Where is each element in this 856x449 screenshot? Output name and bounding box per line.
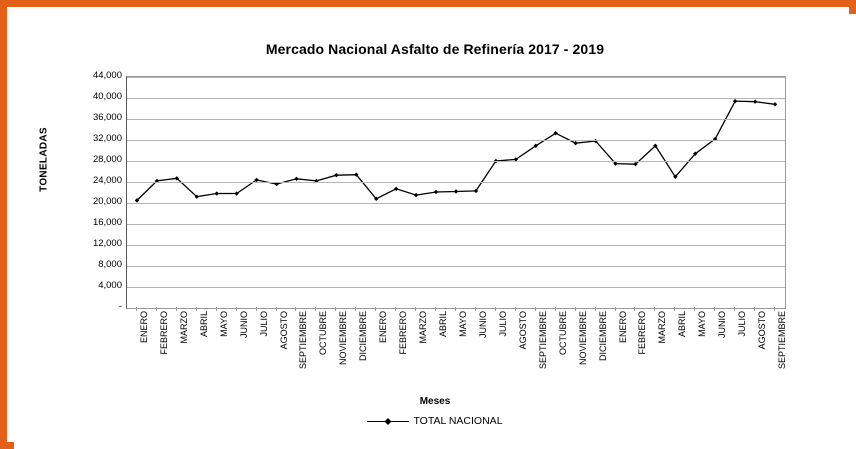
series-total-nacional <box>127 77 785 308</box>
gridline <box>127 203 785 204</box>
x-tick-label: ENERO <box>138 311 149 344</box>
y-tick-label: 20,000 <box>92 196 122 207</box>
chart-title: Mercado Nacional Asfalto de Refinería 2017 - 2019 <box>265 41 605 57</box>
x-tick-mark <box>475 307 476 311</box>
y-axis-tick-labels <box>72 70 122 312</box>
x-tick-label: JULIO <box>737 311 748 337</box>
y-tick-label: 40,000 <box>92 91 122 102</box>
x-tick-mark <box>335 307 336 311</box>
x-tick-label: ENERO <box>617 311 628 344</box>
series-line <box>137 101 775 200</box>
data-point-marker <box>294 177 298 181</box>
x-tick-label: OCTUBRE <box>557 311 568 356</box>
x-tick-label: MARZO <box>178 311 189 344</box>
x-tick-mark <box>615 307 616 311</box>
x-tick-mark <box>156 307 157 311</box>
x-tick-label: DICIEMBRE <box>597 311 608 362</box>
x-tick-label: NOVIEMBRE <box>577 311 588 366</box>
gridline <box>127 224 785 225</box>
x-tick-label: FEBRERO <box>158 311 169 355</box>
x-tick-label: ABRIL <box>198 311 209 338</box>
x-tick-mark <box>375 307 376 311</box>
gridline <box>127 266 785 267</box>
x-tick-label: DICIEMBRE <box>358 311 369 362</box>
x-tick-label: JUNIO <box>477 311 488 338</box>
x-tick-mark <box>515 307 516 311</box>
x-tick-mark <box>295 307 296 311</box>
data-point-marker <box>454 189 458 193</box>
x-tick-mark <box>595 307 596 311</box>
x-axis-tick-labels <box>126 311 786 391</box>
x-tick-mark <box>276 307 277 311</box>
x-tick-label: NOVIEMBRE <box>338 311 349 366</box>
x-tick-label: AGOSTO <box>757 311 768 350</box>
plot-area <box>126 76 786 309</box>
legend-item-total-nacional <box>367 415 502 427</box>
x-tick-mark <box>535 307 536 311</box>
x-tick-label: MAYO <box>458 311 468 337</box>
y-tick-label: 4,000 <box>98 280 122 291</box>
x-tick-mark <box>136 307 137 311</box>
x-tick-label: JUNIO <box>238 311 249 338</box>
x-tick-label: ABRIL <box>438 311 449 338</box>
y-tick-label: 16,000 <box>92 217 122 228</box>
y-tick-label: 36,000 <box>92 112 122 123</box>
x-tick-mark <box>495 307 496 311</box>
x-tick-label: FEBRERO <box>637 311 648 355</box>
y-tick-label: 32,000 <box>92 133 122 144</box>
gridline <box>127 287 785 288</box>
x-tick-mark <box>694 307 695 311</box>
x-tick-mark <box>774 307 775 311</box>
x-tick-mark <box>455 307 456 311</box>
x-tick-label: SEPTIEMBRE <box>298 311 309 370</box>
y-tick-label: 24,000 <box>92 175 122 186</box>
gridline <box>127 182 785 183</box>
x-tick-mark <box>435 307 436 311</box>
data-point-marker <box>334 173 338 177</box>
x-tick-label: AGOSTO <box>278 311 289 350</box>
x-tick-mark <box>315 307 316 311</box>
gridline <box>127 98 785 99</box>
x-tick-label: MARZO <box>657 311 668 344</box>
chart-canvas <box>14 14 856 449</box>
x-tick-mark <box>555 307 556 311</box>
y-axis-title: TONELADAS <box>38 127 50 192</box>
x-tick-mark <box>395 307 396 311</box>
x-tick-mark <box>196 307 197 311</box>
data-point-marker <box>215 191 219 195</box>
x-tick-mark <box>754 307 755 311</box>
gridline <box>127 245 785 246</box>
x-axis-title: Meses <box>419 396 451 407</box>
x-tick-label: SEPTIEMBRE <box>537 311 548 370</box>
x-tick-label: JULIO <box>497 311 508 337</box>
legend-marker-icon <box>384 418 391 425</box>
x-tick-mark <box>674 307 675 311</box>
data-point-marker <box>733 99 737 103</box>
gridline <box>127 119 785 120</box>
data-point-marker <box>414 193 418 197</box>
legend-line-icon <box>367 416 409 426</box>
x-tick-mark <box>714 307 715 311</box>
x-tick-label: ENERO <box>378 311 389 344</box>
x-tick-label: JUNIO <box>717 311 728 338</box>
x-tick-mark <box>634 307 635 311</box>
x-tick-label: MAYO <box>697 311 708 337</box>
x-tick-mark <box>415 307 416 311</box>
x-tick-label: AGOSTO <box>517 311 528 350</box>
x-tick-label: SEPTIEMBRE <box>777 311 788 370</box>
data-point-marker <box>394 187 398 191</box>
x-tick-mark <box>176 307 177 311</box>
gridline <box>127 161 785 162</box>
data-point-marker <box>753 99 757 103</box>
x-tick-mark <box>236 307 237 311</box>
gridline <box>127 77 785 78</box>
x-tick-label: ABRIL <box>677 311 688 338</box>
x-tick-mark <box>256 307 257 311</box>
x-tick-mark <box>734 307 735 311</box>
data-point-marker <box>573 141 577 145</box>
legend-label: TOTAL NACIONAL <box>413 415 503 427</box>
data-point-marker <box>434 190 438 194</box>
x-tick-label: JULIO <box>258 311 269 337</box>
y-tick-label: 44,000 <box>92 70 122 81</box>
chart-legend <box>14 415 856 429</box>
y-tick-label: 8,000 <box>98 259 122 270</box>
x-tick-mark <box>654 307 655 311</box>
x-tick-label: FEBRERO <box>398 311 409 355</box>
gridline <box>127 140 785 141</box>
y-tick-label: - <box>118 301 122 312</box>
data-point-marker <box>773 102 777 106</box>
y-tick-label: 28,000 <box>92 154 122 165</box>
x-tick-mark <box>216 307 217 311</box>
x-tick-mark <box>355 307 356 311</box>
x-tick-label: MAYO <box>218 311 229 337</box>
y-tick-label: 12,000 <box>92 238 122 249</box>
x-tick-label: MARZO <box>418 311 429 344</box>
x-tick-mark <box>575 307 576 311</box>
x-tick-label: OCTUBRE <box>318 311 329 356</box>
